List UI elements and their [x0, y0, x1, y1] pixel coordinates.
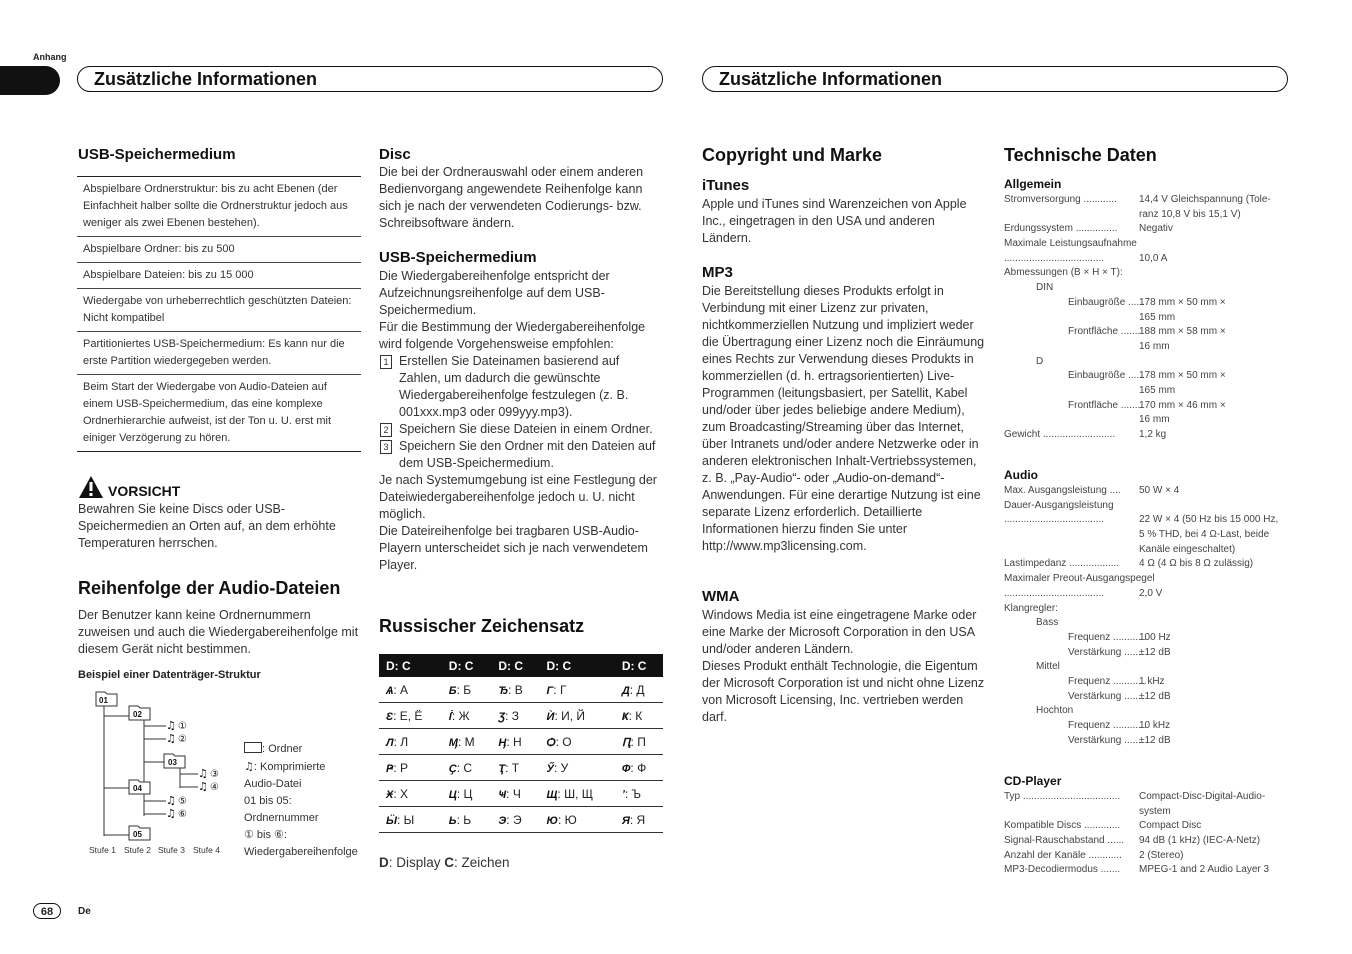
- spec-row: [1004, 557, 1294, 572]
- spec-key: Erdungssystem ...............: [1004, 223, 1118, 235]
- spec-row: [1004, 266, 1294, 281]
- spec-row: [1004, 660, 1294, 675]
- spec-key: Einbaugröße ......: [1068, 370, 1145, 382]
- usb2-steps: [379, 353, 663, 472]
- file-order-label: ⑤: [178, 796, 187, 807]
- charset-cell: [491, 807, 539, 833]
- spec-value: Kanäle eingeschaltet): [1139, 543, 1236, 555]
- spec-row: [1004, 252, 1294, 267]
- character-value: : Ъ: [624, 786, 642, 801]
- spec-row: [1004, 719, 1294, 734]
- character-value: : Ц: [456, 786, 473, 801]
- spec-value: 1 kHz: [1139, 675, 1165, 687]
- spec-row: [1004, 675, 1294, 690]
- spec-value: Negativ: [1139, 223, 1173, 235]
- step-item: 2 Speichern Sie diese Dateien in einem Ordner.: [379, 421, 663, 438]
- caution-title: VORSICHT: [108, 483, 181, 499]
- charset-cell: [491, 729, 539, 755]
- charset-header: D: C: [540, 654, 615, 677]
- spec-row: [1004, 325, 1294, 340]
- spec-row: [1004, 616, 1294, 631]
- charset-cell: [540, 755, 615, 781]
- spec-row: [1004, 355, 1294, 370]
- folder-structure-diagram: [84, 686, 244, 858]
- charset-cell: [491, 677, 539, 703]
- display-glyph: Б: [448, 684, 457, 697]
- display-glyph: Ҏ: [386, 762, 394, 775]
- page-number: 68: [33, 903, 61, 919]
- spec-value: ±12 dB: [1139, 734, 1171, 746]
- spec-audio: [1004, 484, 1294, 748]
- spec-value: 188 mm × 58 mm ×: [1139, 326, 1226, 338]
- charset-header: D: C: [615, 654, 663, 677]
- spec-key: Typ ...................................: [1004, 791, 1121, 802]
- charset-cell: [540, 807, 615, 833]
- character-value: : М: [457, 734, 475, 749]
- section-tab-label: Anhang: [33, 52, 67, 62]
- reihenfolge-text: Der Benutzer kann keine Ordnernummern zuweisen und auch die Wiedergabereihenfolge mit diesem Gerät nicht bestimmen.: [78, 608, 359, 656]
- charset-cell: [615, 677, 663, 703]
- spec-key: ....................................: [1004, 514, 1105, 526]
- file-order-label: ⑥: [178, 809, 187, 820]
- wma-text2: Dieses Produkt enthält Technologie, die Eigentum der Microsoft Corporation ist und nicht ohne Lizenz von Microsoft Licensing, Inc. vertrieben werden darf.: [702, 659, 985, 724]
- spec-value: 5 % THD, bei 4 Ω-Last, beide: [1139, 529, 1270, 541]
- usb-title: USB-Speichermedium: [78, 146, 236, 163]
- audio-file-icon: ♫: [166, 732, 176, 745]
- usb-spec-table: [77, 176, 361, 452]
- display-glyph: Д: [621, 684, 630, 697]
- wma-title: WMA: [702, 588, 740, 605]
- display-glyph: Ɛ: [386, 710, 394, 723]
- legend-folder: : Ordner: [244, 741, 356, 758]
- spec-row: [1004, 528, 1294, 543]
- spec-value: 22 W × 4 (50 Hz bis 15 000 Hz,: [1139, 514, 1279, 526]
- disc-title: Disc: [379, 146, 411, 163]
- charset-cell: [540, 729, 615, 755]
- display-glyph: Ҫ: [448, 762, 457, 775]
- spec-row: [1004, 863, 1294, 878]
- spec-value: 1,2 kg: [1139, 429, 1167, 440]
- charset-cell: [615, 755, 663, 781]
- spec-value: 165 mm: [1139, 384, 1176, 396]
- spec-value: system: [1139, 805, 1171, 817]
- spec-row: [1004, 193, 1294, 208]
- character-value: : Г: [553, 682, 567, 697]
- mp3-body: [702, 283, 986, 555]
- charset-cell: [379, 703, 442, 729]
- spec-row: [1004, 484, 1294, 499]
- level-label: Stufe 3: [158, 845, 185, 855]
- folder-icon: [244, 742, 262, 753]
- spec-key: Abmessungen (B × H × T):: [1004, 267, 1123, 279]
- spec-value: ±12 dB: [1139, 646, 1171, 658]
- character-value: : Ф: [630, 760, 647, 775]
- wma-text: Windows Media ist eine eingetragene Marke oder eine Marke der Microsoft Corporation in den USA und/oder anderen Ländern.: [702, 608, 977, 656]
- charset-cell: [379, 781, 442, 807]
- spec-row: [1004, 602, 1294, 617]
- character-value: : К: [628, 708, 643, 723]
- audio-file-icon: ♫: [166, 719, 176, 732]
- file-order-label: ①: [178, 721, 187, 732]
- spec-key: Klangregler:: [1004, 602, 1058, 614]
- spec-value: 165 mm: [1139, 311, 1176, 323]
- display-glyph: Ѧ: [386, 684, 394, 697]
- character-value: : Р: [393, 760, 409, 775]
- charset-cell: [442, 703, 492, 729]
- display-glyph: Ӳ: [546, 762, 554, 775]
- character-value: : У: [553, 760, 569, 775]
- audio-file-icon: ♫: [198, 780, 208, 793]
- character-value: : Т: [505, 760, 520, 775]
- level-label: Stufe 1: [89, 845, 116, 855]
- legend-audio: ♫: Komprimierte Audio-Datei: [244, 760, 326, 790]
- charset-cell: [379, 755, 442, 781]
- spec-row: [1004, 399, 1294, 414]
- charset-cell: [615, 729, 663, 755]
- charset-cell: [379, 677, 442, 703]
- display-glyph: Ф: [621, 762, 631, 775]
- audio-file-icon: ♫: [166, 794, 176, 807]
- usb2-intro2: Für die Bestimmung der Wiedergabereihenfolge wird folgende Vorgehensweise empfohlen:: [379, 320, 646, 351]
- display-glyph: Ѝ: [546, 710, 555, 723]
- character-value: : З: [505, 708, 520, 723]
- charset-cell: [615, 703, 663, 729]
- display-glyph: Ю: [546, 814, 558, 827]
- reihenfolge-title: Reihenfolge der Audio-Dateien: [78, 578, 341, 598]
- spec-value: 94 dB (1 kHz) (IEC-A-Netz): [1139, 835, 1261, 847]
- charset-header: D: C: [379, 654, 442, 677]
- spec-row: [1004, 340, 1294, 355]
- spec-row: [1004, 369, 1294, 384]
- usb2-title: USB-Speichermedium: [379, 249, 537, 266]
- usb2-body: [379, 268, 663, 574]
- charset-row: [379, 781, 663, 807]
- spec-row: [1004, 413, 1294, 428]
- spec-row: [1004, 572, 1294, 587]
- spec-row: [1004, 587, 1294, 602]
- spec-key: Einbaugröße ......: [1068, 296, 1145, 308]
- display-glyph: Ҹ: [498, 788, 507, 801]
- file-order-label: ③: [210, 769, 219, 780]
- spec-key: MP3-Decodiermodus .......: [1004, 864, 1121, 876]
- spec-row: [1004, 384, 1294, 399]
- display-glyph: Ӿ: [386, 788, 394, 801]
- folder-label: 05: [133, 830, 142, 839]
- spec-key: Maximale Leistungsaufnahme: [1004, 238, 1137, 250]
- spec-key: ....................................: [1004, 587, 1105, 599]
- display-glyph: Э: [498, 814, 507, 827]
- character-value: : О: [555, 734, 572, 749]
- language-code: De: [78, 906, 91, 917]
- spec-row: [1004, 208, 1294, 223]
- charset-cell: [442, 807, 492, 833]
- spec-value: 14,4 V Gleichspannung (Tole-: [1139, 194, 1271, 205]
- display-glyph: Я: [621, 814, 630, 827]
- audio-file-icon: ♫: [198, 767, 208, 780]
- caution-text: Bewahren Sie keine Discs oder USB-Speichermedien an Orten auf, an dem erhöhte Temperaturen herrschen.: [78, 502, 336, 550]
- disc-text: Die bei der Ordnerauswahl oder einem anderen Bedienvorgang angewendete Reihenfolge kann sich je nach der verwendeten Codierungs- bzw. Schreibsoftware ändern.: [379, 165, 644, 230]
- audio-title: Audio: [1004, 468, 1038, 482]
- usb-row: Wiedergabe von urheberrechtlich geschützten Dateien: Nicht kompatibel: [77, 289, 361, 332]
- spec-value: 178 mm × 50 mm ×: [1139, 296, 1226, 308]
- usb-row: Abspielbare Ordnerstruktur: bis zu acht Ebenen (der Einfachheit halber sollte die Ordnerstruktur jedoch aus weniger als zwei Ebenen bestehen).: [77, 177, 361, 237]
- folder-label: 03: [168, 758, 177, 767]
- charset-cell: [615, 781, 663, 807]
- display-glyph: Ь: [448, 814, 457, 827]
- warning-icon: [78, 475, 104, 499]
- charset-cell: [442, 729, 492, 755]
- spec-row: [1004, 646, 1294, 661]
- spec-value: 10,0 A: [1139, 252, 1168, 264]
- charset-cell: [442, 781, 492, 807]
- audio-file-icon: ♫: [166, 807, 176, 820]
- russisch-title: Russischer Zeichensatz: [379, 616, 585, 636]
- russian-charset-table: [379, 654, 663, 833]
- spec-key: Bass: [1036, 617, 1059, 629]
- header-left: Zusätzliche Informationen: [77, 66, 663, 92]
- spec-key: Signal-Rauschabstand ......: [1004, 835, 1125, 847]
- spec-value: 2,0 V: [1139, 587, 1163, 599]
- character-value: : Ж: [451, 708, 470, 723]
- folder-label: 04: [133, 784, 142, 793]
- charset-cell: [442, 755, 492, 781]
- diagram-legend: [244, 741, 356, 861]
- charset-cell: [491, 755, 539, 781]
- spec-key: Frequenz ............: [1068, 675, 1147, 687]
- spec-key: Verstärkung .......: [1068, 690, 1144, 702]
- character-value: : И, Й: [554, 708, 586, 723]
- spec-value: 16 mm: [1139, 340, 1170, 352]
- spec-key: Frontfläche ........: [1068, 399, 1144, 411]
- spec-row: [1004, 805, 1294, 820]
- header-right: Zusätzliche Informationen: [702, 66, 1288, 92]
- spec-key: Dauer-Ausgangsleistung: [1004, 499, 1114, 511]
- spec-value: ±12 dB: [1139, 690, 1171, 702]
- spec-row: [1004, 281, 1294, 296]
- character-value: : Ь: [456, 812, 472, 827]
- itunes-title: iTunes: [702, 177, 750, 194]
- charset-header: D: C: [442, 654, 492, 677]
- character-value: : Э: [506, 812, 522, 827]
- spec-value: 178 mm × 50 mm ×: [1139, 370, 1226, 382]
- spec-value: ranz 10,8 V bis 15,1 V): [1139, 208, 1241, 220]
- legend-folder-number: 01 bis 05: Ordnernummer: [244, 795, 319, 824]
- spec-key: Mittel: [1036, 661, 1060, 673]
- character-value: : Н: [506, 734, 522, 749]
- spec-value: Compact Disc: [1139, 820, 1202, 832]
- charset-cell: [540, 703, 615, 729]
- spec-row: [1004, 513, 1294, 528]
- mp3-text: Die Bereitstellung dieses Produkts erfolgt in Verbindung mit einer Lizenz zur privaten, nichtkommerziellen Nutzung und impliziert weder die Übertragung einer Lizenz noch die Einräumung eines Rechts zur Verwendung dieses Produkts in kommerziellen (d. h. ertragsorientierten) Live-Programmen (leitungsbasiert, per Satellit, Kabel und/oder über jedes beliebige andere Medium), zum Broadcasting/Streaming über das Internet, über Intranets und/oder andere Netzwerke oder in anderen elektronischen Inhalt-Vertriebssystemen, z. B. „Pay-Audio“- oder „Audio-on-demand“-Anwendungen. Für eine derartige Nutzung ist eine separate Lizenz erforderlich. Detaillierte Informationen hierzu finden Sie unter: [702, 284, 985, 536]
- character-value: : Х: [393, 786, 409, 801]
- tech-title: Technische Daten: [1004, 145, 1157, 165]
- spec-allgemein: [1004, 193, 1294, 443]
- wma-body: [702, 607, 986, 726]
- charset-cell: [615, 807, 663, 833]
- display-glyph: Ӹ: [386, 814, 397, 827]
- display-glyph: Ӎ: [448, 736, 458, 749]
- character-value: : Б: [456, 682, 472, 697]
- charset-cell: [540, 677, 615, 703]
- charset-cell: [491, 781, 539, 807]
- charset-cell: [379, 807, 442, 833]
- spec-value: 10 kHz: [1139, 720, 1171, 731]
- folder-label: 01: [99, 696, 108, 705]
- itunes-text: Apple und iTunes sind Warenzeichen von Apple Inc., eingetragen in den USA und anderen Ländern.: [702, 197, 967, 245]
- display-glyph: Ӊ: [498, 736, 507, 749]
- file-order-label: ②: [178, 734, 187, 745]
- spec-key: Stromversorgung ............: [1004, 194, 1117, 205]
- spec-key: Max. Ausgangsleistung ....: [1004, 485, 1121, 496]
- spec-key: Frontfläche .......: [1068, 326, 1141, 338]
- display-glyph: Ԥ: [621, 736, 631, 749]
- display-glyph: Ц: [448, 788, 457, 801]
- spec-row: [1004, 690, 1294, 705]
- character-value: : Л: [393, 734, 409, 749]
- spec-key: Verstärkung .......: [1068, 646, 1144, 658]
- spec-key: DIN: [1036, 282, 1054, 294]
- display-glyph: ẛ: [448, 710, 452, 723]
- spec-row: [1004, 834, 1294, 849]
- character-value: : Ю: [557, 812, 577, 827]
- display-glyph: ʼ: [621, 788, 625, 801]
- mp3-url: http://www.mp3licensing.com.: [702, 539, 867, 553]
- step-item: 3 Speichern Sie den Ordner mit den Dateien auf dem USB-Speichermedium.: [379, 438, 663, 472]
- copyright-title: Copyright und Marke: [702, 145, 883, 165]
- spec-key: Hochton: [1036, 705, 1074, 717]
- charset-cell: [491, 703, 539, 729]
- russisch-legend: D: Display C: Zeichen: [379, 855, 510, 870]
- character-value: : А: [393, 682, 409, 697]
- character-value: : С: [456, 760, 473, 775]
- display-glyph: Г: [546, 684, 554, 697]
- example-title: Beispiel einer Datenträger-Struktur: [78, 669, 261, 681]
- usb2-intro: Die Wiedergabereihenfolge entspricht der Aufzeichnungsreihenfolge auf dem USB-Speichermedium.: [379, 269, 610, 317]
- character-value: : Д: [629, 682, 645, 697]
- spec-key: Frequenz ............: [1068, 720, 1147, 731]
- spec-value: 16 mm: [1139, 414, 1170, 426]
- charset-row: [379, 729, 663, 755]
- spec-value: MPEG-1 and 2 Audio Layer 3: [1139, 864, 1270, 876]
- spec-row: [1004, 237, 1294, 252]
- spec-row: [1004, 311, 1294, 326]
- step-item: 1 Erstellen Sie Dateinamen basierend auf Zahlen, um dadurch die gewünschte Wiedergabereihenfolge festzulegen (z. B. 001xxx.mp3 oder 099yyy.mp3).: [379, 353, 663, 421]
- display-glyph: Ʒ: [498, 710, 506, 723]
- spec-row: [1004, 543, 1294, 558]
- spec-row: [1004, 819, 1294, 834]
- display-glyph: Ҝ: [621, 710, 629, 723]
- charset-row: [379, 677, 663, 703]
- spec-row: [1004, 631, 1294, 646]
- folder-label: 02: [133, 710, 142, 719]
- section-tab-marker: [0, 66, 60, 95]
- level-label: Stufe 2: [124, 845, 151, 855]
- spec-key: Verstärkung .......: [1068, 734, 1144, 746]
- spec-key: Frequenz ............: [1068, 631, 1147, 643]
- usb2-outro2: Die Dateireihenfolge bei tragbaren USB-Audio-Playern unterscheidet sich je nach verwendetem Player.: [379, 524, 648, 572]
- usb-row: Abspielbare Dateien: bis zu 15 000: [77, 263, 361, 289]
- spec-key: Lastimpedanz ..................: [1004, 558, 1120, 570]
- charset-row: [379, 807, 663, 833]
- legend-play-order: ① bis ⑥: Wiedergabereihenfolge: [244, 829, 358, 858]
- charset-cell: [540, 781, 615, 807]
- audio-file-icon: ♫: [244, 760, 254, 773]
- mp3-title: MP3: [702, 264, 733, 281]
- spec-value: 100 Hz: [1139, 631, 1171, 643]
- usb-row: Beim Start der Wiedergabe von Audio-Dateien auf einem USB-Speichermedium, das eine komplexe Ordnerhierarchie aufweist, ist der Ton u. U. erst mit einiger Verzögerung zu hören.: [77, 375, 361, 452]
- character-value: : Ш, Щ: [557, 786, 593, 801]
- file-order-label: ④: [210, 782, 219, 793]
- usb-row: Partitioniertes USB-Speichermedium: Es kann nur die erste Partition wiedergegeben werden.: [77, 332, 361, 375]
- spec-row: [1004, 849, 1294, 864]
- spec-row: [1004, 296, 1294, 311]
- spec-row: [1004, 499, 1294, 514]
- spec-value: 170 mm × 46 mm ×: [1139, 399, 1226, 411]
- spec-cd: [1004, 790, 1294, 878]
- character-value: : Ч: [506, 786, 521, 801]
- spec-value: 4 Ω (4 Ω bis 8 Ω zulässig): [1139, 558, 1254, 570]
- charset-header: D: C: [491, 654, 539, 677]
- spec-value: Compact-Disc-Digital-Audio-: [1139, 791, 1266, 802]
- spec-row: [1004, 222, 1294, 237]
- character-value: : Ы: [397, 812, 415, 827]
- spec-row: [1004, 428, 1294, 443]
- spec-row: [1004, 704, 1294, 719]
- spec-key: Kompatible Discs .............: [1004, 820, 1121, 832]
- display-glyph: Л: [386, 736, 394, 749]
- spec-key: D: [1036, 355, 1044, 367]
- spec-key: Maximaler Preout-Ausgangspegel: [1004, 573, 1155, 585]
- spec-value: 50 W × 4: [1139, 485, 1180, 496]
- usb2-outro: Je nach Systemumgebung ist eine Festlegung der Dateiwiedergabereihenfolge jedoch u. U. nicht möglich.: [379, 473, 657, 521]
- cd-title: CD-Player: [1004, 774, 1062, 788]
- charset-cell: [379, 729, 442, 755]
- usb-row: Abspielbare Ordner: bis zu 500: [77, 237, 361, 263]
- character-value: : Я: [629, 812, 646, 827]
- spec-row: [1004, 734, 1294, 749]
- display-glyph: Ҭ: [498, 762, 506, 775]
- level-label: Stufe 4: [193, 845, 220, 855]
- character-value: : Е, Ё: [393, 708, 423, 723]
- spec-key: Gewicht ..........................: [1004, 429, 1116, 440]
- spec-key: ....................................: [1004, 252, 1105, 264]
- spec-key: Anzahl der Kanäle ............: [1004, 849, 1122, 861]
- charset-row: [379, 755, 663, 781]
- spec-value: 2 (Stereo): [1139, 849, 1184, 861]
- display-glyph: Ѻ: [546, 736, 556, 749]
- character-value: : В: [508, 682, 523, 697]
- spec-row: [1004, 790, 1294, 805]
- charset-row: [379, 703, 663, 729]
- display-glyph: Ђ: [498, 684, 509, 697]
- allgemein-title: Allgemein: [1004, 177, 1062, 191]
- character-value: : П: [630, 734, 646, 749]
- display-glyph: Щ: [546, 788, 558, 801]
- charset-cell: [442, 677, 492, 703]
